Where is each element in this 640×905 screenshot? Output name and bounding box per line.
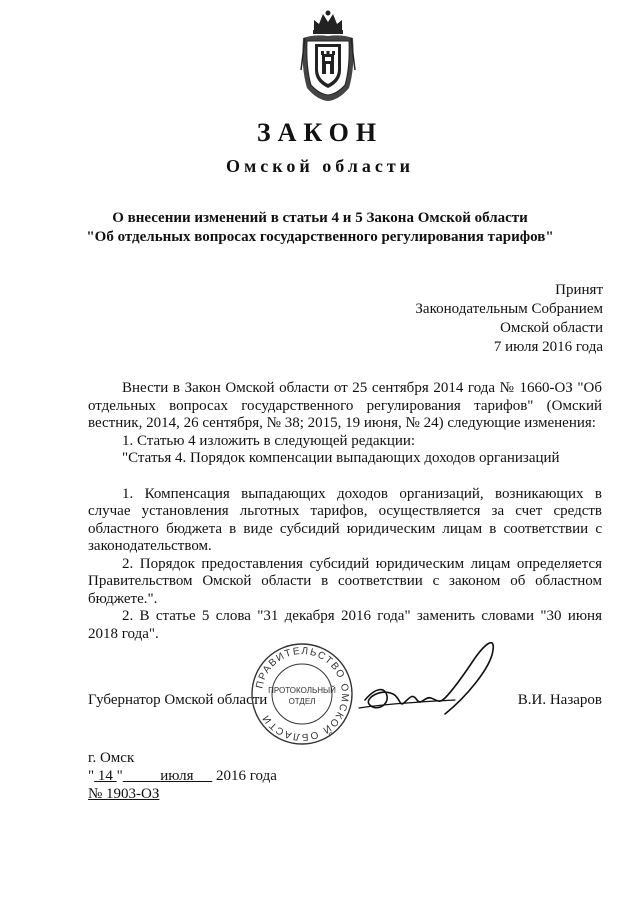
- law-heading: [60, 209, 580, 247]
- footer-block: [88, 749, 277, 803]
- date-day: 14: [97, 768, 113, 784]
- stamp-ring-text: ПРАВИТЕЛЬСТВО ОМСКОЙ ОБЛАСТИ: [254, 645, 351, 743]
- law-heading-line: О внесении изменений в статьи 4 и 5 Закона Омской области: [112, 210, 528, 226]
- body-paragraph: "Статья 4. Порядок компенсации выпадающих доходов организаций: [122, 450, 560, 466]
- signing-date: " 14 " июля 2016 года: [88, 768, 277, 784]
- adoption-block: [343, 281, 603, 357]
- body-paragraph: 1. Компенсация выпадающих доходов организаций, возникающих в случае установления льготных тарифов, осуществляется за счет средств областного бюджета в виде субсидий юридическим лицам в соответствии с законодательством.: [88, 485, 602, 554]
- date-month: июля: [160, 768, 194, 784]
- governor-title: Губернатор Омской области: [88, 692, 268, 708]
- stamp-center-text: ПРОТОКОЛЬНЫЙ: [268, 686, 336, 695]
- document-subtitle: Омской области: [225, 156, 415, 176]
- document-title: ЗАКОН: [256, 118, 384, 147]
- body-paragraph: 2. В статье 5 слова "31 декабря 2016 года" заменить словами "30 июня 2018 года".: [88, 608, 602, 642]
- law-body: [88, 380, 602, 643]
- stamp-center-text: ОТДЕЛ: [288, 697, 316, 706]
- city: г. Омск: [88, 750, 135, 766]
- body-paragraph: 2. Порядок предоставления субсидий юридическим лицам определяется Правительством Омской области в соответствии с законом об областном бюджете.".: [88, 555, 602, 607]
- adoption-date: 7 июля 2016 года: [493, 339, 603, 355]
- adoption-line: Законодательным Собранием: [415, 301, 603, 317]
- coat-of-arms-icon: [297, 8, 359, 103]
- law-heading-line: "Об отдельных вопросах государственного регулирования тарифов": [86, 229, 554, 245]
- body-paragraph: Внести в Закон Омской области от 25 сентября 2014 года № 1660-ОЗ "Об отдельных вопросах государственного регулирования тарифов" (Омский вестник, 2014, 26 сентября, № 38; 2015, 19 июня, № 24) следующие изменения:: [88, 380, 602, 431]
- adoption-line: Принят: [555, 282, 603, 298]
- law-number: № 1903-ОЗ: [88, 786, 160, 802]
- official-stamp-icon: [248, 640, 356, 748]
- date-year: 2016 года: [216, 768, 277, 784]
- adoption-line: Омской области: [500, 320, 603, 336]
- body-paragraph: 1. Статью 4 изложить в следующей редакции:: [122, 432, 416, 449]
- governor-name: В.И. Назаров: [517, 692, 602, 708]
- handwritten-signature-icon: [345, 628, 515, 728]
